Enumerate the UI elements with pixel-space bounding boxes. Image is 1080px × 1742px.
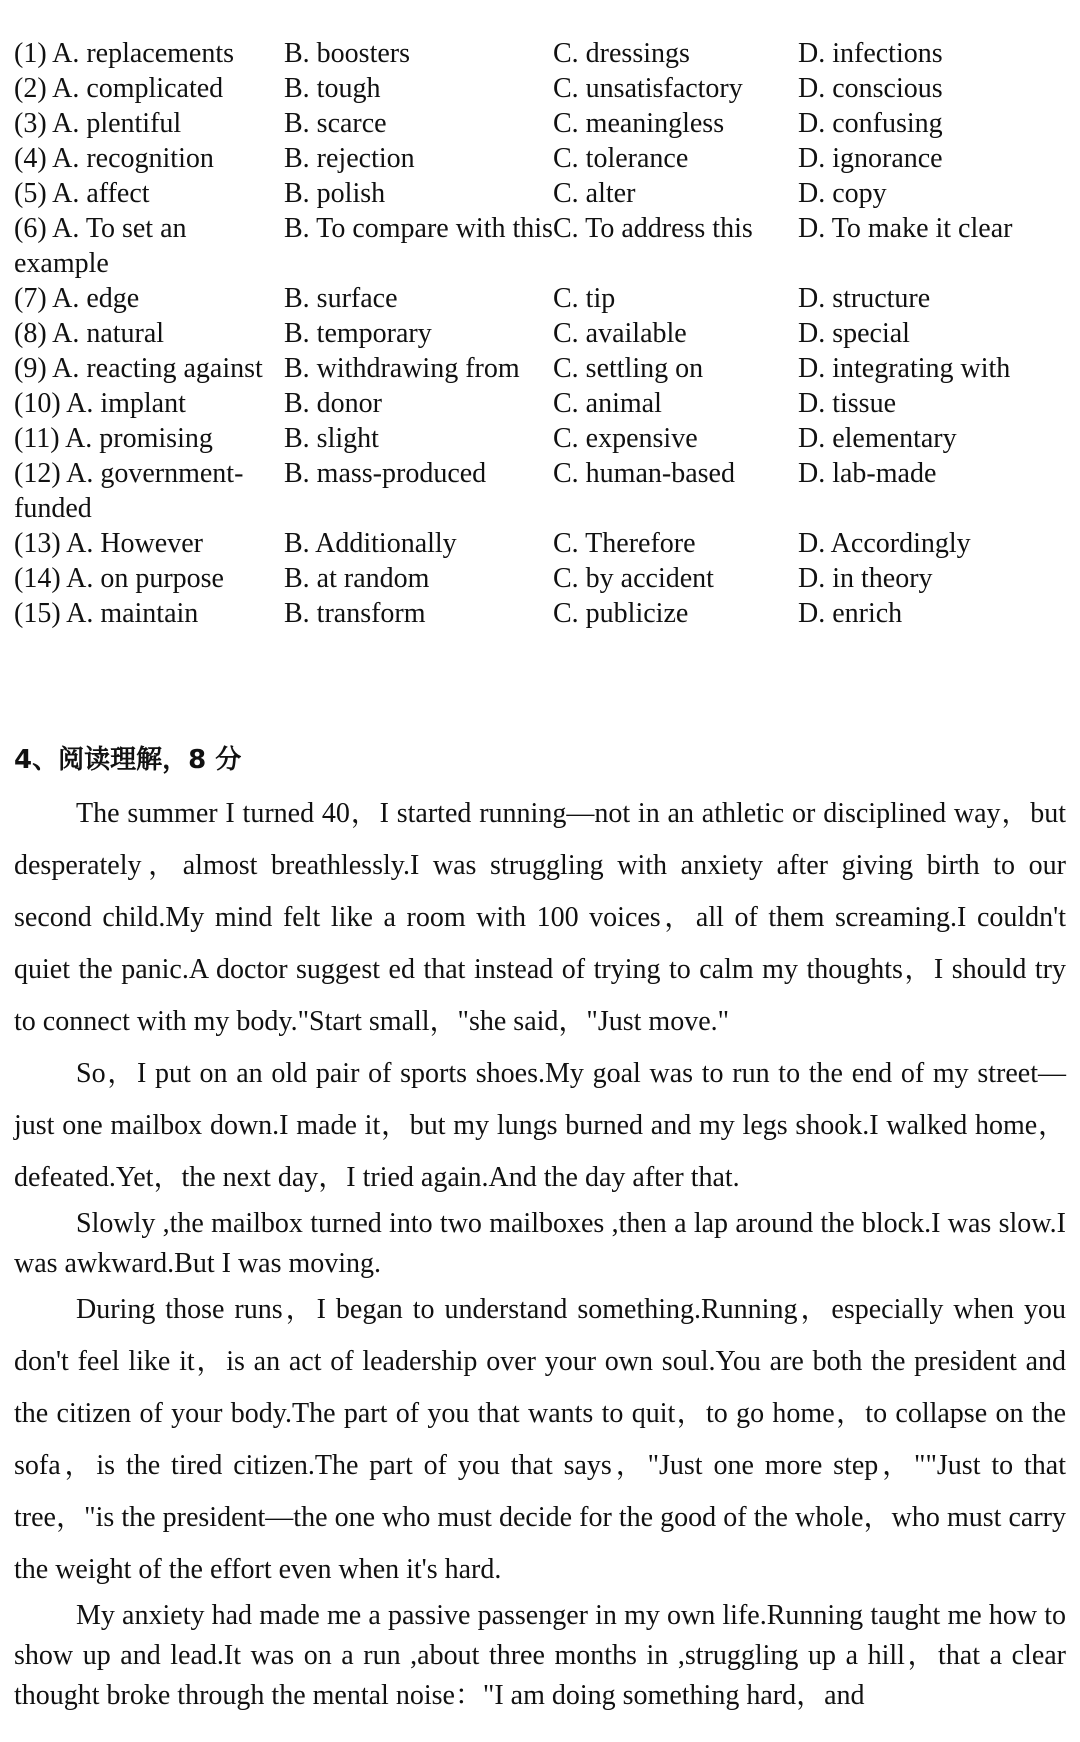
option-row (14, 71, 1066, 106)
option-b: B. withdrawing from (284, 353, 520, 384)
option-a: (11) A. promising (14, 423, 213, 454)
option-row (14, 421, 1066, 456)
option-b: B. donor (284, 388, 382, 419)
option-row (14, 526, 1066, 561)
reading-passage (14, 788, 1066, 1716)
option-d: D. integrating with (798, 353, 1011, 384)
option-a: (13) A. However (14, 528, 203, 559)
option-a: (8) A. natural (14, 318, 165, 349)
option-d: D. lab-made (798, 458, 937, 489)
passage-paragraph: The summer I turned 40，I started running—not in an athletic or disciplined way，but desperately，almost breathlessly.I was struggling with anxiety after giving birth to our second child.My mind felt like a room with 100 voices，all of them screaming.I couldn't quiet the panic.A doctor suggest ed that instead of trying to calm my thoughts，I should try to connect with my body."Start small，"she said，"Just move." (14, 798, 1066, 1037)
option-d: D. tissue (798, 388, 896, 419)
option-c: C. tip (553, 283, 616, 314)
option-b: B. scarce (284, 108, 387, 139)
option-a: (2) A. complicated (14, 73, 224, 104)
option-b: B. rejection (284, 143, 415, 174)
option-c: C. Therefore (553, 528, 696, 559)
option-a: (10) A. implant (14, 388, 186, 419)
option-b: B. mass-produced (284, 458, 487, 489)
option-b: B. temporary (284, 318, 432, 349)
option-d: D. Accordingly (798, 528, 971, 559)
option-a: (6) A. To set an example (14, 213, 187, 279)
option-row (14, 211, 1066, 281)
option-c: C. expensive (553, 423, 698, 454)
options-table (14, 36, 1066, 631)
option-c: C. To address this (553, 213, 753, 244)
option-row (14, 351, 1066, 386)
option-c: C. animal (553, 388, 662, 419)
passage-paragraph: Slowly ,the mailbox turned into two mailboxes ,then a lap around the block.I was slow.I was awkward.But I was moving. (14, 1208, 1066, 1279)
option-c: C. tolerance (553, 143, 689, 174)
option-row (14, 106, 1066, 141)
option-c: C. alter (553, 178, 636, 209)
option-a: (7) A. edge (14, 283, 140, 314)
option-d: D. elementary (798, 423, 957, 454)
option-d: D. ignorance (798, 143, 943, 174)
option-a: (3) A. plentiful (14, 108, 182, 139)
passage-paragraph: My anxiety had made me a passive passenger in my own life.Running taught me how to show up and lead.It was on a run ,about three months in ,struggling up a hill，that a clear thought broke through the mental noise："I am doing something hard，and (14, 1600, 1066, 1711)
option-b: B. Additionally (284, 528, 457, 559)
option-a: (9) A. reacting against (14, 353, 263, 384)
section-title: 4、阅读理解，8 分 (14, 745, 242, 775)
option-b: B. slight (284, 423, 379, 454)
option-row (14, 36, 1066, 71)
option-row (14, 596, 1066, 631)
option-row (14, 281, 1066, 316)
option-d: D. special (798, 318, 910, 349)
option-a: (12) A. government-funded (14, 458, 244, 524)
option-b: B. tough (284, 73, 381, 104)
option-c: C. unsatisfactory (553, 73, 743, 104)
option-row (14, 176, 1066, 211)
option-row (14, 561, 1066, 596)
option-a: (14) A. on purpose (14, 563, 224, 594)
option-c: C. by accident (553, 563, 714, 594)
passage-paragraph: During those runs，I began to understand something.Running，especially when you don't feel like it，is an act of leadership over your own soul.You are both the president and the citizen of your body.The part of you that wants to quit，to go home，to collapse on the sofa，is the tired citizen.The part of you that says，"Just one more step，""Just to that tree，"is the president—the one who must decide for the good of the whole，who must carry the weight of the effort even when it's hard. (14, 1294, 1066, 1585)
option-row (14, 316, 1066, 351)
option-c: C. publicize (553, 598, 689, 629)
option-d: D. structure (798, 283, 931, 314)
option-a: (1) A. replacements (14, 38, 235, 69)
option-b: B. surface (284, 283, 398, 314)
option-row (14, 141, 1066, 176)
option-d: D. copy (798, 178, 887, 209)
option-d: D. enrich (798, 598, 903, 629)
option-a: (4) A. recognition (14, 143, 214, 174)
option-c: C. settling on (553, 353, 704, 384)
option-b: B. To compare with this (284, 213, 553, 244)
option-c: C. human-based (553, 458, 735, 489)
option-b: B. transform (284, 598, 426, 629)
passage-paragraph: So，I put on an old pair of sports shoes.My goal was to run to the end of my street—just one mailbox down.I made it，but my lungs burned and my legs shook.I walked home，defeated.Yet，the next day，I tried again.And the day after that. (14, 1058, 1066, 1193)
option-c: C. available (553, 318, 687, 349)
option-a: (5) A. affect (14, 178, 150, 209)
option-c: C. meaningless (553, 108, 725, 139)
option-d: D. in theory (798, 563, 933, 594)
option-c: C. dressings (553, 38, 690, 69)
option-d: D. To make it clear (798, 213, 1013, 244)
option-row (14, 386, 1066, 421)
option-b: B. polish (284, 178, 386, 209)
option-row (14, 456, 1066, 526)
option-b: B. boosters (284, 38, 410, 69)
option-d: D. confusing (798, 108, 943, 139)
option-d: D. conscious (798, 73, 943, 104)
option-a: (15) A. maintain (14, 598, 199, 629)
option-d: D. infections (798, 38, 943, 69)
option-b: B. at random (284, 563, 430, 594)
